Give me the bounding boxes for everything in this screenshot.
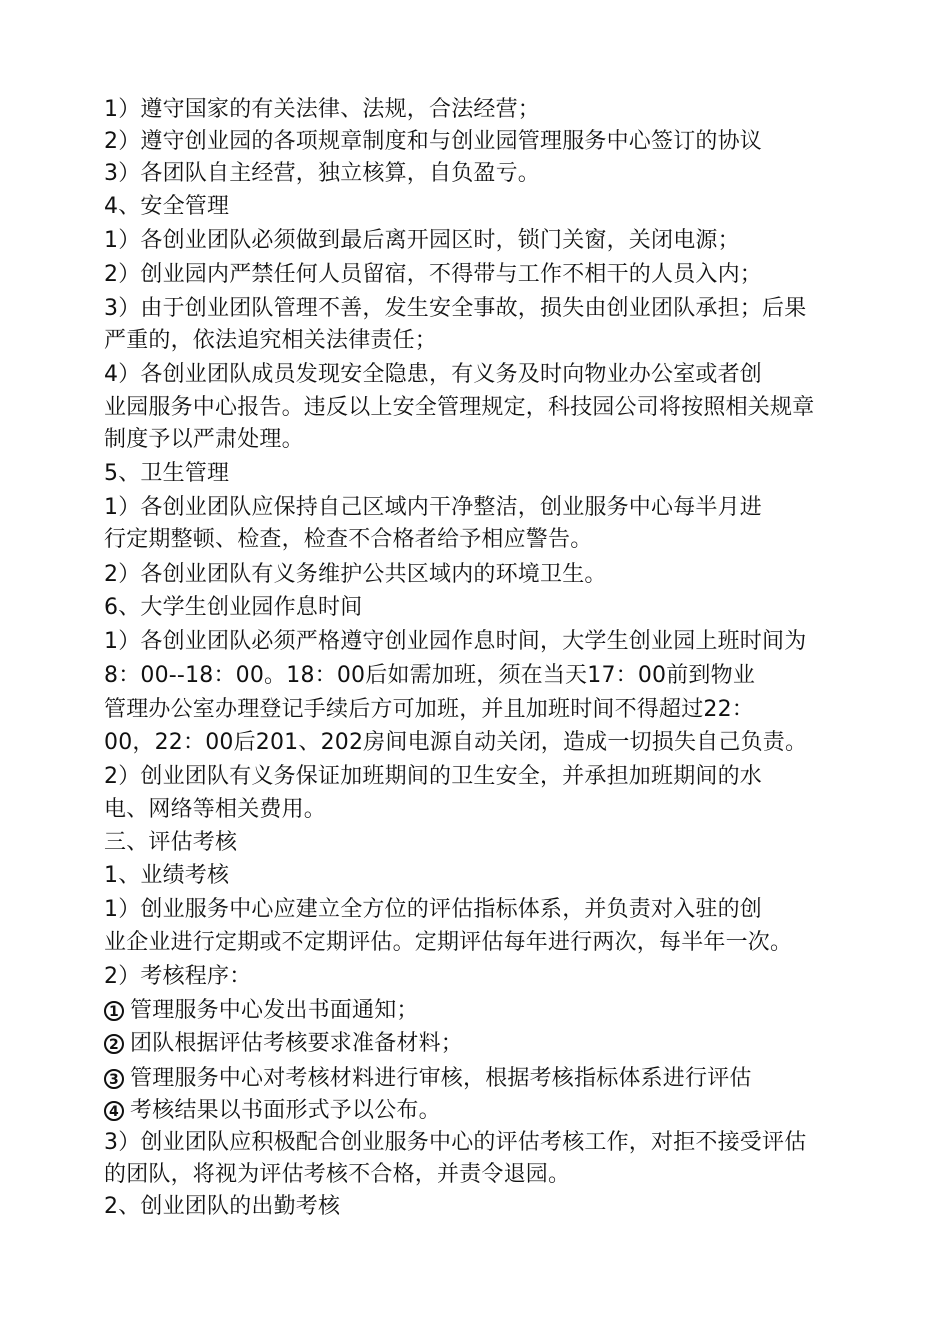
text-line: 1）遵守国家的有关法律、法规，合法经营； (104, 97, 540, 122)
section-heading: 6、大学生创业园作息时间 (104, 595, 363, 620)
text-line: 2）考核程序： (104, 964, 252, 989)
text-line: 1）创业服务中心应建立全方位的评估指标体系，并负责对入驻的创 (104, 897, 762, 922)
text-line: 3）由于创业团队管理不善，发生安全事故，损失由创业团队承担；后果 (104, 296, 807, 321)
text-line: 业企业进行定期或不定期评估。定期评估每年进行两次，每半年一次。 (104, 930, 793, 955)
text-line: 3）各团队自主经营，独立核算，自负盈亏。 (104, 161, 540, 186)
procedure-step-text: 团队根据评估考核要求准备材料； (130, 1031, 464, 1056)
procedure-step-1 (104, 996, 419, 1026)
text-line: 2）遵守创业园的各项规章制度和与创业园管理服务中心签订的协议 (104, 129, 762, 154)
circled-number-marker: 2 (104, 1034, 124, 1054)
circled-number-marker: 4 (104, 1101, 124, 1121)
circled-number-marker: 1 (104, 1001, 124, 1021)
text-line: 严重的，依法追究相关法律责任； (104, 328, 438, 353)
text-line: 1）各创业团队必须做到最后离开园区时，锁门关窗，关闭电源； (104, 228, 740, 253)
procedure-step-2 (104, 1029, 463, 1059)
text-line: 电、网络等相关费用。 (104, 797, 327, 822)
text-line: 3）创业团队应积极配合创业服务中心的评估考核工作，对拒不接受评估 (104, 1130, 807, 1155)
text-line: 1）各创业团队必须严格遵守创业园作息时间，大学生创业园上班时间为 (104, 629, 807, 654)
text-line: 2）各创业团队有义务维护公共区域内的环境卫生。 (104, 562, 607, 587)
section-heading: 三、评估考核 (104, 830, 238, 855)
procedure-step-4 (104, 1096, 441, 1126)
text-line: 00，22：00后201、202房间电源自动关闭，造成一切损失自己负责。 (104, 730, 808, 755)
procedure-step-text: 考核结果以书面形式予以公布。 (130, 1098, 441, 1123)
text-line: 1）各创业团队应保持自己区域内干净整洁，创业服务中心每半月进 (104, 495, 762, 520)
text-line: 管理办公室办理登记手续后方可加班，并且加班时间不得超过22： (104, 697, 754, 722)
section-heading: 1、业绩考核 (104, 863, 230, 888)
section-heading: 4、安全管理 (104, 194, 230, 219)
text-line: 制度予以严肃处理。 (104, 427, 304, 452)
procedure-step-text: 管理服务中心发出书面通知； (130, 998, 419, 1023)
section-heading: 2、创业团队的出勤考核 (104, 1194, 341, 1219)
procedure-step-3 (104, 1064, 752, 1094)
section-heading: 5、卫生管理 (104, 461, 230, 486)
text-line: 2）创业团队有义务保证加班期间的卫生安全，并承担加班期间的水 (104, 764, 762, 789)
text-line: 8：00--18：00。18：00后如需加班，须在当天17：00前到物业 (104, 663, 756, 688)
text-line: 业园服务中心报告。违反以上安全管理规定，科技园公司将按照相关规章 (104, 395, 815, 420)
text-line: 的团队，将视为评估考核不合格，并责令退园。 (104, 1162, 571, 1187)
circled-number-marker: 3 (104, 1069, 124, 1089)
text-line: 4）各创业团队成员发现安全隐患，有义务及时向物业办公室或者创 (104, 362, 762, 387)
text-line: 行定期整顿、检查，检查不合格者给予相应警告。 (104, 527, 593, 552)
text-line: 2）创业园内严禁任何人员留宿，不得带与工作不相干的人员入内； (104, 262, 762, 287)
procedure-step-text: 管理服务中心对考核材料进行审核，根据考核指标体系进行评估 (130, 1066, 752, 1091)
